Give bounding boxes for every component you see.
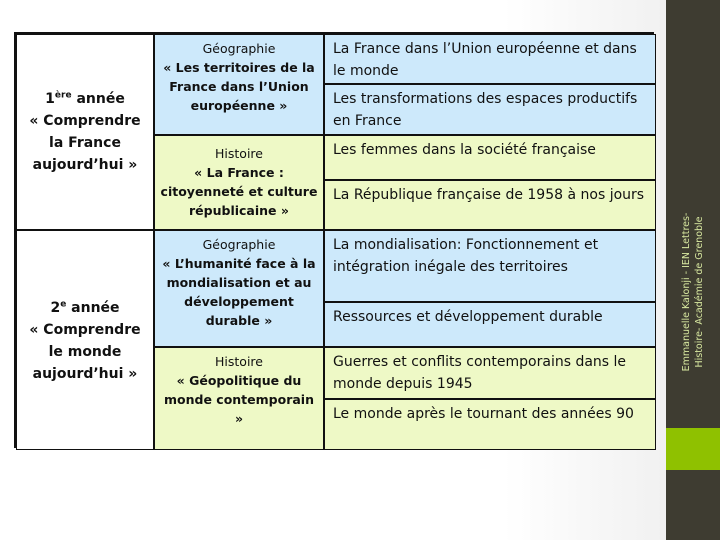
year-2-cell	[16, 230, 154, 450]
topic-cell: Les transformations des espaces productifs en France	[324, 84, 656, 135]
year-label: année	[71, 91, 125, 107]
theme-cell	[154, 230, 324, 347]
topic-cell: Ressources et développement durable	[324, 302, 656, 347]
author-credit	[680, 213, 706, 372]
year-title: « Comprendre la France aujourd’hui »	[29, 113, 141, 173]
year-label: année	[66, 300, 120, 316]
credit-line: Emmanuelle Kalonji - IEN Lettres-	[681, 212, 692, 372]
year-sup: ère	[54, 90, 72, 101]
curriculum-table	[14, 32, 654, 448]
theme-title: « L’humanité face à la mondialisation et au développement durable »	[162, 256, 316, 328]
theme-subject: Histoire	[215, 146, 263, 161]
theme-subject: Histoire	[215, 354, 263, 369]
topic-cell: Les femmes dans la société française	[324, 135, 656, 180]
year-1-cell	[16, 34, 154, 230]
credit-line: Histoire- Académie de Grenoble	[694, 216, 705, 368]
theme-title: « Les territoires de la France dans l’Union européenne »	[163, 60, 315, 113]
topic-cell: Guerres et conflits contemporains dans le monde depuis 1945	[324, 347, 656, 399]
topic-cell: La République française de 1958 à nos jours	[324, 180, 656, 230]
topic-cell: La mondialisation: Fonctionnement et intégration inégale des territoires	[324, 230, 656, 302]
topic-cell: La France dans l’Union européenne et dans le monde	[324, 34, 656, 84]
year-sup: e	[60, 299, 67, 310]
sidebar	[666, 0, 720, 540]
year-num: 2	[50, 300, 61, 316]
theme-subject: Géographie	[202, 237, 276, 252]
theme-cell	[154, 34, 324, 135]
theme-subject: Géographie	[202, 41, 276, 56]
theme-cell	[154, 135, 324, 230]
theme-title: « La France : citoyenneté et culture républicaine »	[160, 165, 318, 218]
theme-cell	[154, 347, 324, 450]
theme-title: « Géopolitique du monde contemporain »	[164, 373, 314, 426]
accent-band	[666, 428, 720, 470]
topic-cell: Le monde après le tournant des années 90	[324, 399, 656, 450]
year-title: « Comprendre le monde aujourd’hui »	[29, 322, 141, 382]
year-num: 1	[45, 91, 55, 107]
